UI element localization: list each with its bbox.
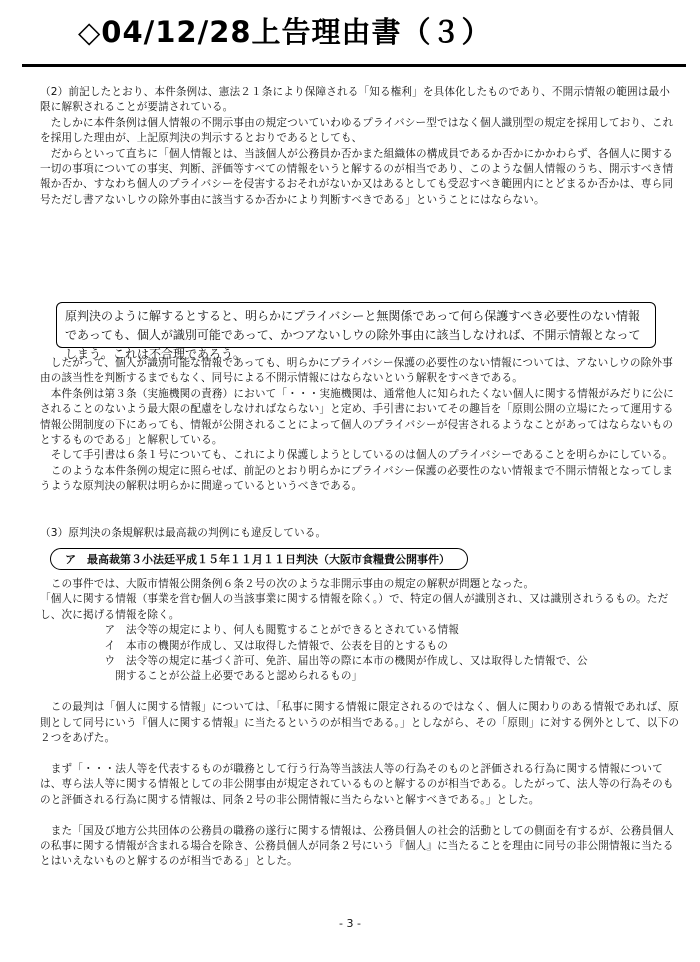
page-number: - 3 - [339, 917, 361, 930]
paragraph-therefore: したがって、個人が識別可能な情報であっても、明らかにプライバシー保護の必要性のない情報については、アないしウの除外事由の該当性を判断するまでもなく、同号による不開示情報にはならないという解釈をすべきである。 本件条例は第３条（実施機関の責務）において「・・・実施機関は、通常他人に知られたくない個人に関する情報がみだりに公にされることのないよう最大限の配慮をしなければならない」と定め、手引書においてその趣旨を「原則公開の立場にたって運用する情報公開制度の下にあっても、情報が公開されることによって個人のプライバシーが侵害されるようなことがあってはならないものとするものである」と解釈している。 そして手引書は６条１号についても、これにより保護しようとしているのは個人のプライバシーであることを明らかにしている。 このような本件条例の規定に照らせば、前記のとおり明らかにプライバシー保護の必要性のない情報まで不開示情報となってしまうような原判決の解釈は明らかに間違っているというべきである。 [40, 357, 674, 493]
boxed-argument: 原判決のように解するとすると、明らかにプライバシーと無関係であって何ら保護すべき必要性のない情報であっても、個人が識別可能であって、かつアないしウの除外事由に該当しなければ、不開示情報となってしまう。これは不合理であろう。 [56, 302, 656, 348]
page-title: ◇04/12/28上告理由書（３） [78, 15, 492, 49]
title-underline [22, 64, 686, 67]
paragraph-section-3-heading: （3）原判決の条規解釈は最高裁の判例にも違反している。 [40, 527, 327, 539]
paragraph-case-discussion: この事件では、大阪市情報公開条例６条２号の次のような非開示事由の規定の解釈が問題となった。 「個人に関する情報（事業を営む個人の当該事業に関する情報を除く。）で、特定の個人が識別され、又は識別されうるもの。ただし、次に掲げる情報を除く。 ア 法令等の規定により、何人も閲覧することができるとされている情報 イ 本市の機関が作成し、又は取得した情報で、公表を目的とするもの ウ 法令等の規定に基づく許可、免許、届出等の際に本市の機関が作成し、又は取得した情報で、公 開することが公益上必要であると認められるもの」 この最判は「個人に関する情報」については、「私事に関する情報に限定されるのではなく、個人に関わりのある情報であれば、原則として同号にいう『個人に関する情報』に当たるというのが相当である。」としながら、その「原則」に対する例外として、以下の２つをあげた。 まず「・・・法人等を代表するものが職務として行う行為等当該法人等の行為そのものと評価される行為に関する情報については、専ら法人等に関する情報としての非公開事由が規定されているものと解するのが相当である。したがって、法人等の行為そのものと評価される行為に関する情報は、同条２号の非公開情報に当たらないと解すべきである。」とした。 また「国及び地方公共団体の公務員の職務の遂行に関する情報は、公務員個人の社会的活動としての側面を有するが、公務員個人の私事に関する情報が含まれる場合を除き、公務員個人が同条２号にいう『個人』に当たることを理由に同号の非公開情報に当たるとはいえないものと解するのが相当である」とした。 [40, 578, 680, 868]
paragraph-section-2: （2）前記したとおり、本件条例は、憲法２１条により保障される「知る権利」を具体化したものであり、不開示情報の範囲は最小限に解釈されることが要請されている。 たしかに本件条例は個人情報の不開示事由の規定ついていわゆるプライバシー型ではなく個人識別型の規定を採用しており、これを採用した理由が、上記原判決の判示するとおりであるとしても、 だからといって直ちに「個人情報とは、当該個人が公務員か否かまた組織体の構成員であるか否かにかかわらず、各個人に関する一切の事項についての事実、判断、評価等すべての情報をいうと解するのが相当であり、このような個人情報のうち、開示すべき情報か否か、すなわち個人のプライバシーを侵害するおそれがないか又はあるとしても受忍すべき範囲内にとどまるか否かは、専ら同号ただし書アないしウの除外事由に該当するか否かにより判断すべきである」ということにはならない。 [40, 86, 674, 206]
case-label: ア 最高裁第３小法廷平成１５年１１月１１日判決（大阪市食糧費公開事件） [50, 548, 468, 570]
